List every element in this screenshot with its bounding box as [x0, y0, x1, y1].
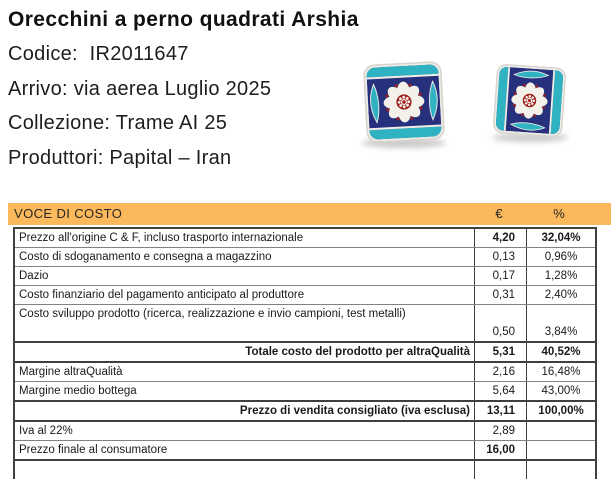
eur-value-cell: 0,13	[475, 248, 527, 266]
cost-label-cell: Prezzo all'origine C & F, incluso trasporto internazionale	[15, 229, 475, 247]
earring-left-photo	[362, 60, 446, 144]
eur-value-cell: 0,50	[475, 305, 527, 341]
pct-value-cell	[527, 441, 595, 459]
cost-label-cell: Totale costo del prodotto per altraQualità	[15, 343, 475, 361]
cost-label-cell: Costo di sdoganamento e consegna a magazzino	[15, 248, 475, 266]
product-photo	[356, 48, 606, 163]
cost-section-header	[8, 203, 611, 225]
pct-column-header: %	[553, 206, 565, 221]
cost-label-cell: Prezzo di vendita consigliato (iva esclusa)	[15, 402, 475, 420]
table-row	[15, 247, 595, 266]
table-row	[15, 381, 595, 400]
cost-label-cell: Margine medio bottega	[15, 382, 475, 400]
eur-value-cell: 0,17	[475, 267, 527, 285]
product-collection-line: Collezione: Trame AI 25	[8, 112, 228, 134]
cost-label-cell: Costo sviluppo prodotto (ricerca, realizzazione e invio campioni, test metalli)	[15, 305, 475, 341]
pct-value-cell: 43,00%	[541, 385, 581, 397]
cost-table	[13, 227, 597, 479]
product-arrival-line: Arrivo: via aerea Luglio 2025	[8, 77, 272, 100]
eur-value-cell: 4,20	[475, 229, 527, 247]
pct-value-cell: 40,52%	[541, 346, 581, 358]
pct-value-cell: 2,40%	[544, 289, 578, 301]
table-row	[15, 363, 595, 381]
product-producer-line: Produttori: Papital – Iran	[8, 146, 232, 169]
eur-column-header: €	[495, 206, 503, 221]
pct-value-cell: 100,00%	[538, 405, 584, 417]
eur-value-cell: 13,11	[475, 402, 527, 420]
table-row	[15, 400, 595, 422]
eur-value-cell: 16,00	[475, 441, 527, 459]
table-row	[15, 266, 595, 285]
earring-right-photo	[492, 63, 568, 139]
table-row	[15, 304, 595, 341]
table-row	[15, 341, 595, 363]
eur-value-cell: 0,31	[475, 286, 527, 304]
cost-label-cell: Iva al 22%	[15, 422, 475, 440]
table-row-stub	[15, 461, 595, 479]
cost-label-cell	[15, 461, 475, 479]
pct-value-cell: 32,04%	[541, 232, 581, 244]
table-row	[15, 440, 595, 461]
table-row	[15, 422, 595, 440]
table-row	[15, 229, 595, 247]
cost-section-title: VOCE DI COSTO	[14, 206, 123, 221]
pct-value-cell	[527, 461, 595, 479]
eur-value-cell: 2,16	[475, 363, 527, 381]
pct-value-cell: 0,96%	[544, 251, 578, 263]
pct-value-cell: 3,84%	[544, 326, 578, 338]
eur-value-cell	[475, 461, 527, 479]
eur-value-cell: 2,89	[475, 422, 527, 440]
pct-value-cell	[527, 422, 595, 440]
cost-label-cell: Dazio	[15, 267, 475, 285]
cost-label-cell: Prezzo finale al consumatore	[15, 441, 475, 459]
eur-value-cell: 5,31	[475, 343, 527, 361]
pct-value-cell: 1,28%	[544, 270, 578, 282]
product-title: Orecchini a perno quadrati Arshia	[8, 8, 359, 31]
eur-value-cell: 5,64	[475, 382, 527, 400]
product-code-line: Codice: IR2011647	[8, 43, 189, 65]
table-row	[15, 285, 595, 304]
cost-label-cell: Margine altraQualità	[15, 363, 475, 381]
cost-label-cell: Costo finanziario del pagamento anticipato al produttore	[15, 286, 475, 304]
pct-value-cell: 16,48%	[541, 366, 581, 378]
product-header	[8, 4, 368, 175]
